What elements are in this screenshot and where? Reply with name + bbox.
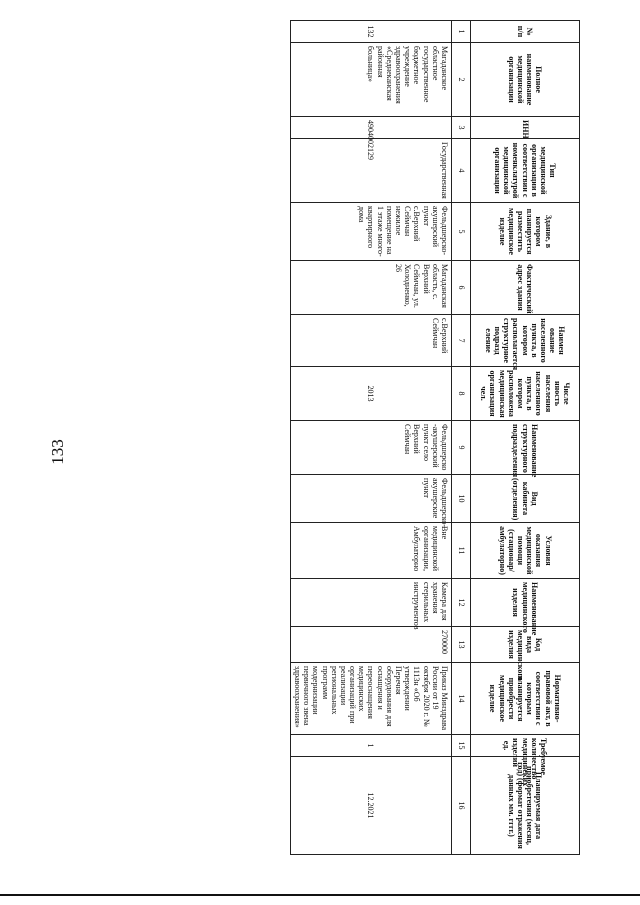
- page-number: 133: [48, 439, 67, 465]
- cell-population: 2013: [290, 367, 451, 421]
- column-number: 6: [452, 261, 471, 315]
- column-number: 1: [452, 21, 471, 43]
- column-number: 16: [452, 757, 471, 855]
- header-cell: Вид кабинета (отделения): [471, 475, 580, 523]
- cell-address: Магаданская область, с. Верхний Сеймчан, ул. Холодненко, 26: [290, 261, 451, 315]
- header-cell: Планируемая дата приобретения (месяц, год) (формат отражения данных мм. гггг.): [471, 757, 580, 855]
- column-number: 15: [452, 735, 471, 757]
- header-cell: Тип медицинской организации в соответствии с номенклатурой медицинской организации: [471, 139, 580, 203]
- header-cell: Код вида медицинского изделия: [471, 627, 580, 663]
- rotated-table-wrapper: [100, 18, 580, 858]
- header-cell: Наименование медицинского изделия: [471, 579, 580, 627]
- header-cell: Фактический адрес здания: [471, 261, 580, 315]
- page-bottom-rule: [0, 894, 640, 896]
- column-number: 14: [452, 663, 471, 735]
- header-cell: ИНН: [471, 117, 580, 139]
- header-cell: Полное наименование медицинской организации: [471, 43, 580, 117]
- cell-building: Фельдшерско-акушерский пункт с.Верхний Сеймчан нежилое помещение на 1 этаже много-квартирного дома: [290, 203, 451, 261]
- header-cell: Наимен ование населенного пункта, в котором располагается структурное подразд еление: [471, 315, 580, 367]
- header-cell: Здание, в котором планируется разместить медицинское изделие: [471, 203, 580, 261]
- header-row: [471, 21, 580, 855]
- cell-device-name: Камера для хранения стерильных инструментов: [290, 579, 451, 627]
- column-number: 10: [452, 475, 471, 523]
- cell-device-code: 270000: [290, 627, 451, 663]
- column-number: 2: [452, 43, 471, 117]
- header-cell: Нормативно- правовой акт, в соответствии с которым планируется приобрести медицинское изделие: [471, 663, 580, 735]
- cell-legal-act: Приказ Минздрава России от 19 октября 2020 г. № 1113н «Об утверждении Перечня оборудования для оснащения и переоснащения медицинских организаций при реализации региональных программ модернизации первичного звена здравоохранения»: [290, 663, 451, 735]
- column-number: 5: [452, 203, 471, 261]
- column-number: 8: [452, 367, 471, 421]
- column-number: 12: [452, 579, 471, 627]
- cell-cabinet-type: Фельдшерско-акушерские пункт: [290, 475, 451, 523]
- cell-settlement: с.Верхний Сеймчан: [290, 315, 451, 367]
- column-number: 4: [452, 139, 471, 203]
- header-cell: Требуемое количество медицинских изделий ед.: [471, 735, 580, 757]
- cell-subdivision: Фельдшерско -акушерский пункт село Верхний Сеймчан: [290, 421, 451, 475]
- rotated-table-canvas: [100, 18, 580, 858]
- equipment-table: [290, 20, 580, 855]
- header-cell: Числе нность населения населенного пункта, в котором расположена медицинская организация чел.: [471, 367, 580, 421]
- column-number: 7: [452, 315, 471, 367]
- column-number: 11: [452, 523, 471, 579]
- table-row: [290, 21, 451, 855]
- cell-purchase-date: 12.2021: [290, 757, 451, 855]
- column-number: 3: [452, 117, 471, 139]
- column-number: 9: [452, 421, 471, 475]
- cell-care-conditions: Вне медицинской организации, Амбулаторно: [290, 523, 451, 579]
- header-cell: № п/п: [471, 21, 580, 43]
- cell-number: 132: [290, 21, 451, 43]
- column-number-row: [452, 21, 471, 855]
- column-number: 13: [452, 627, 471, 663]
- cell-organization-type: Государственная: [290, 139, 451, 203]
- header-cell: Условия оказания медицинской помощи (стационар/амбулаторно): [471, 523, 580, 579]
- header-cell: Наименование структурного подразделения: [471, 421, 580, 475]
- cell-inn: 4904002129: [290, 117, 451, 139]
- cell-organization-name: Магаданское областное государственное бюджетное учреждение здравоохранения «Среднеканская районная больница»: [290, 43, 451, 117]
- cell-quantity: 1: [290, 735, 451, 757]
